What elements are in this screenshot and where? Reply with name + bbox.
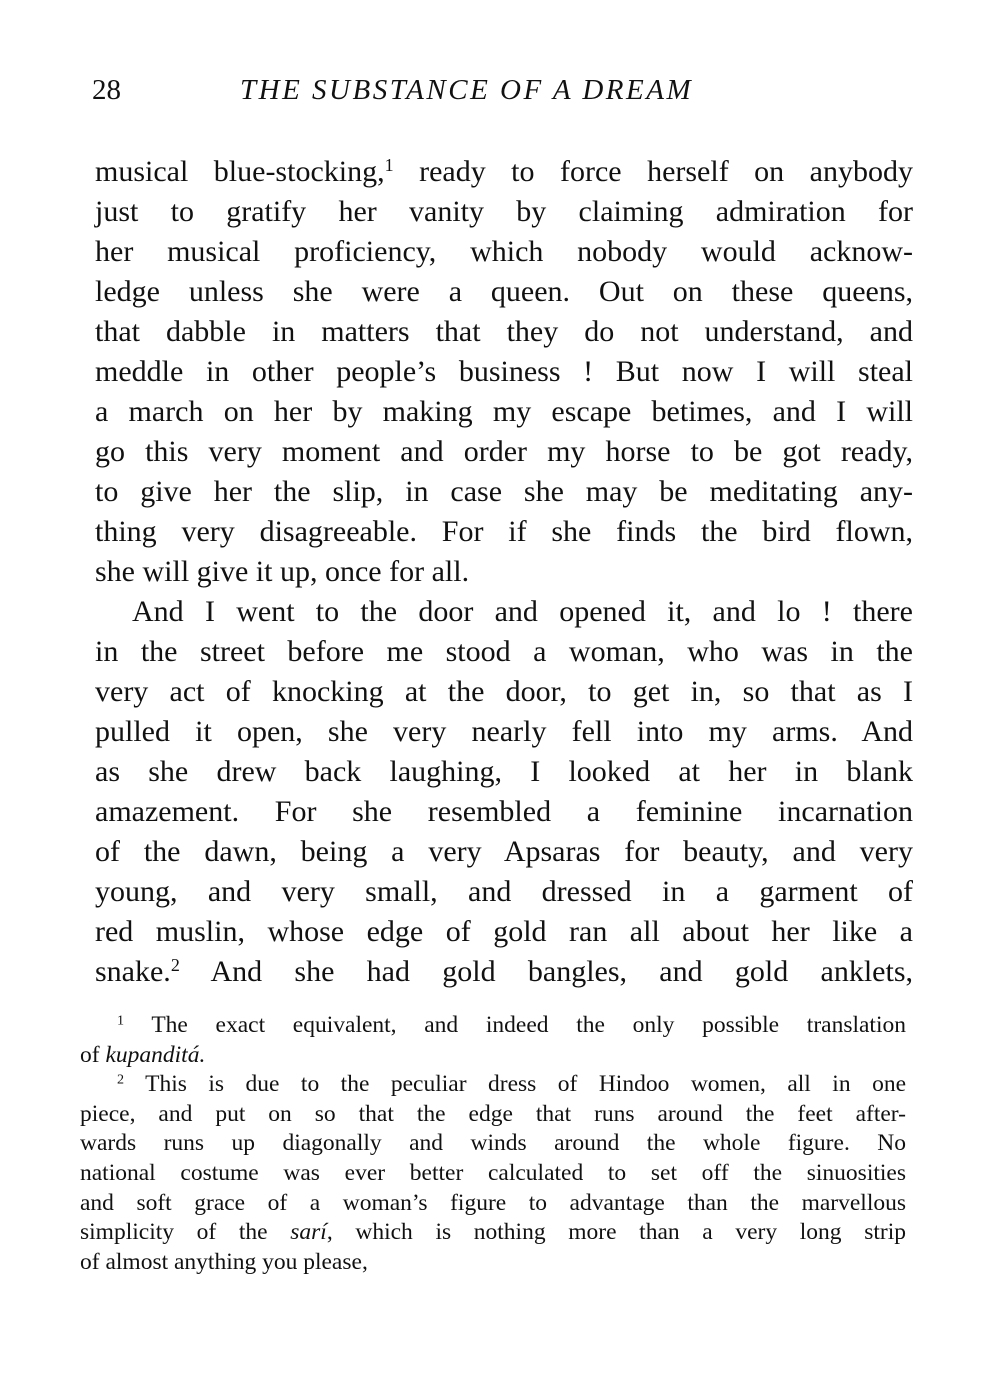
text-run: And I went to the door and opened it, and lo ! there — [132, 595, 913, 628]
text-run: amazement. For she resembled a feminine incarnation — [95, 795, 913, 828]
body-line — [95, 472, 913, 512]
text-run: very act of knocking at the door, to get in, so that as I — [95, 675, 913, 708]
text-run: This is due to the peculiar dress of Hindoo women, all in one — [124, 1071, 906, 1098]
body-line — [95, 712, 913, 752]
body-line — [95, 192, 913, 232]
text-run: of the dawn, being a very Apsaras for beauty, and very — [95, 835, 913, 868]
body-line — [95, 272, 913, 312]
footnote-line — [117, 1069, 906, 1099]
text-run: and soft grace of a woman’s figure to advantage than the marvellous — [80, 1189, 906, 1216]
text-run: wards runs up diagonally and winds around the whole figure. No — [80, 1130, 906, 1157]
footnote-line — [117, 1010, 906, 1040]
footnote-marker: 1 — [117, 1012, 125, 1029]
body-line — [95, 832, 913, 872]
text-run: of almost anything you please, — [80, 1248, 368, 1275]
text-run: musical blue-stocking, — [95, 155, 385, 188]
body-line — [95, 872, 913, 912]
text-run: ready to force herself on anybody — [393, 155, 913, 188]
footnote-line — [80, 1247, 906, 1277]
body-line — [95, 552, 913, 592]
text-run: , which is nothing more than a very long strip — [326, 1219, 906, 1246]
text-run: as she drew back laughing, I looked at her in blank — [95, 755, 913, 788]
footnote-marker: 1 — [384, 155, 394, 176]
text-run: red muslin, whose edge of gold ran all about her like a — [95, 915, 913, 948]
footnote-line — [80, 1188, 906, 1218]
footnote-line — [80, 1040, 906, 1070]
text-run: thing very disagreeable. For if she finds the bird flown, — [95, 515, 913, 548]
text-run: pulled it open, she very nearly fell into my arms. And — [95, 715, 913, 748]
text-run: meddle in other people’s business ! But now I will steal — [95, 355, 913, 388]
body-line — [95, 672, 913, 712]
text-run: piece, and put on so that the edge that runs around the feet after- — [80, 1100, 906, 1127]
italic-term: sarí — [290, 1219, 327, 1246]
body-line — [95, 352, 913, 392]
body-line — [95, 792, 913, 832]
page-number: 28 — [92, 74, 121, 106]
text-run: ledge unless she were a queen. Out on these queens, — [95, 275, 913, 308]
running-title: THE SUBSTANCE OF A DREAM — [240, 74, 694, 106]
footnote-line — [80, 1158, 906, 1188]
footnote-marker: 2 — [117, 1071, 125, 1088]
text-run: of — [80, 1041, 106, 1068]
footnote-line — [80, 1128, 906, 1158]
body-line — [95, 312, 913, 352]
text-run: just to gratify her vanity by claiming admiration for — [95, 195, 913, 228]
italic-term: kupanditá. — [105, 1041, 206, 1068]
text-run: go this very moment and order my horse to be got ready, — [95, 435, 913, 468]
text-run: that dabble in matters that they do not understand, and — [95, 315, 913, 348]
body-line — [95, 432, 913, 472]
body-line — [132, 592, 913, 632]
body-line — [95, 512, 913, 552]
body-line — [95, 632, 913, 672]
text-run: simplicity of the — [80, 1219, 291, 1246]
text-run: she will give it up, once for all. — [95, 555, 470, 588]
text-run: And she had gold bangles, and gold anklets, — [179, 955, 913, 988]
body-line — [95, 752, 913, 792]
text-run: to give her the slip, in case she may be meditating any- — [95, 475, 913, 508]
footnote-marker: 2 — [170, 955, 180, 976]
text-run: snake. — [95, 955, 171, 988]
text-run: The exact equivalent, and indeed the only possible translation — [124, 1012, 906, 1038]
text-run: her musical proficiency, which nobody would acknow- — [95, 235, 913, 268]
body-line — [95, 952, 913, 992]
text-run: a march on her by making my escape betimes, and I will — [95, 395, 913, 428]
body-line — [95, 912, 913, 952]
body-line — [95, 392, 913, 432]
footnote-line — [80, 1099, 906, 1129]
text-run: in the street before me stood a woman, who was in the — [95, 635, 913, 668]
body-line — [95, 232, 913, 272]
text-run: young, and very small, and dressed in a garment of — [95, 875, 913, 908]
text-run: national costume was ever better calculated to set off the sinuosities — [80, 1160, 906, 1186]
body-line — [95, 152, 913, 192]
footnote-line — [80, 1217, 906, 1247]
